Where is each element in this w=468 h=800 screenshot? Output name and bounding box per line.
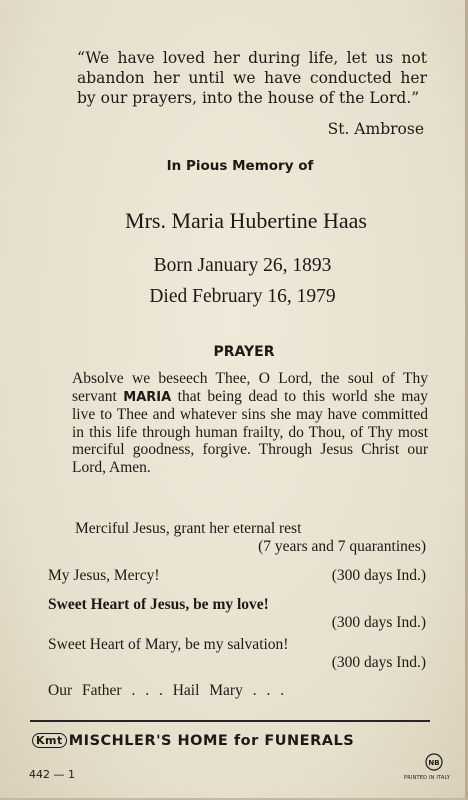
printed-in-italy: PRINTED IN ITALY [404,775,451,781]
sacred-heart-indulgence: (300 days Ind.) [331,614,426,631]
memorial-heading: In Pious Memory of [166,158,314,174]
mercy-line: My Jesus, Mercy! [48,567,160,584]
sacred-heart-line: Sweet Heart of Jesus, be my love! [48,596,269,613]
our-father-line: Our Father . . . Hail Mary . . . [48,682,285,699]
quote-text: “We have loved her during life, let us not abandon her until we have conducted her by our prayers, into the house of the Lord.” [77,49,427,107]
funeral-home-footer [32,733,442,749]
mary-invocation [48,636,426,672]
mary-indulgence: (300 days Ind.) [331,654,426,671]
mary-line: Sweet Heart of Mary, be my salvation! [48,636,289,653]
prayer-name-caps: MARIA [123,389,172,405]
funeral-home-logo: Kmt [32,733,67,748]
mercy-indulgence: (300 days Ind.) [331,567,426,584]
merciful-invocation [48,520,426,556]
mercy-invocation [48,567,426,585]
printer-seal-icon [424,752,444,776]
prayer-text-after: that being dead to this world she may live to Thee and whatever sins she may have committed in this life through human frailty, do Thou, of Thy most merciful goodness, forgive. Through Jesus Christ our Lord, Amen. [72,387,429,476]
prayer-text [72,370,428,476]
death-date: Died February 16, 1979 [149,286,336,307]
printer-seal-text: NB [428,759,440,767]
prayer-text-before: Absolve we beseech Thee, O Lord, the soul of Thy servant [72,370,428,405]
merciful-line: Merciful Jesus, grant her eternal rest [75,520,302,537]
sacred-heart-invocation [48,596,426,632]
footer-divider [30,720,430,722]
deceased-name: Mrs. Maria Hubertine Haas [125,208,367,233]
birth-date: Born January 26, 1893 [153,255,332,276]
prayer-title: PRAYER [213,344,275,360]
card-code: 442 — 1 [29,768,75,781]
merciful-indulgence: (7 years and 7 quarantines) [258,538,426,555]
funeral-home-name: MISCHLER'S HOME for FUNERALS [68,733,355,749]
quote-author: St. Ambrose [327,120,424,138]
